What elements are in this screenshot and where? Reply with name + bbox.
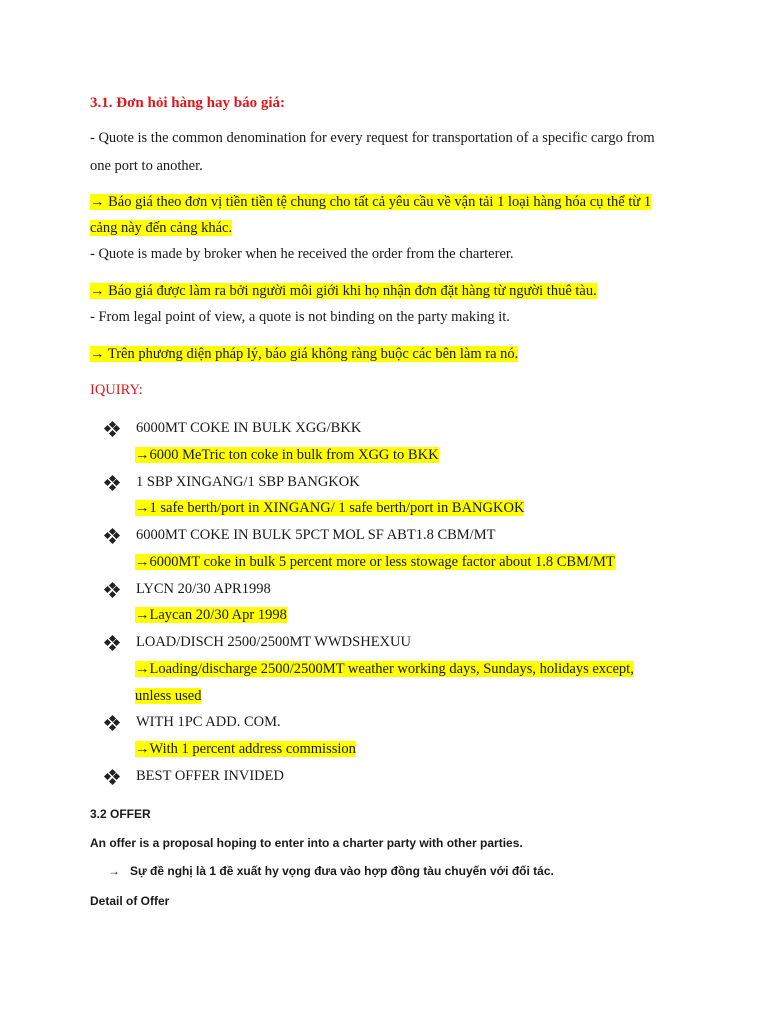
- diamond-bullet-icon: [105, 770, 119, 784]
- diamond-bullet-icon: [105, 636, 119, 650]
- arrow-icon: →: [108, 864, 120, 878]
- arrow-icon: →: [135, 500, 150, 516]
- list-item: BEST OFFER INVIDED: [105, 768, 284, 785]
- arrow-icon: →: [90, 346, 105, 362]
- list-item-translation: →With 1 percent address commission: [135, 741, 356, 757]
- diamond-bullet-icon: [105, 529, 119, 543]
- quote-definition-line-2: one port to another.: [90, 158, 203, 174]
- list-item: LYCN 20/30 APR1998: [105, 581, 271, 598]
- list-item: WITH 1PC ADD. COM.: [105, 714, 281, 731]
- vi-translation-3: → Trên phương diện pháp lý, báo giá không ràng buộc các bên làm ra nó.: [90, 346, 519, 362]
- quote-broker-line: - Quote is made by broker when he received the order from the charterer.: [90, 246, 514, 262]
- list-item-translation: →Laycan 20/30 Apr 1998: [135, 607, 287, 623]
- list-item-translation: →6000 MeTric ton coke in bulk from XGG to BKK: [135, 447, 439, 463]
- arrow-icon: →: [135, 661, 150, 677]
- section-3-2-title: 3.2 OFFER: [90, 807, 151, 821]
- vi-translation-2: → Báo giá được làm ra bởi người môi giới khi họ nhận đơn đặt hàng từ người thuê tàu.: [90, 283, 597, 299]
- quote-legal-line: - From legal point of view, a quote is not binding on the party making it.: [90, 309, 510, 325]
- vi-translation-1-line-1: → Báo giá theo đơn vị tiền tiền tệ chung cho tất cả yêu cầu về vận tải 1 loại hàng hóa cụ thể từ 1: [90, 194, 652, 210]
- diamond-bullet-icon: [105, 422, 119, 436]
- arrow-icon: →: [135, 607, 150, 623]
- list-item: 6000MT COKE IN BULK 5PCT MOL SF ABT1.8 CBM/MT: [105, 527, 495, 544]
- iquiry-heading: IQUIRY:: [90, 382, 143, 398]
- diamond-bullet-icon: [105, 716, 119, 730]
- arrow-icon: →: [135, 741, 150, 757]
- offer-definition: An offer is a proposal hoping to enter into a charter party with other parties.: [90, 836, 523, 850]
- arrow-icon: →: [135, 554, 150, 570]
- quote-definition-line-1: - Quote is the common denomination for every request for transportation of a specific cargo from: [90, 130, 655, 146]
- list-item: 6000MT COKE IN BULK XGG/BKK: [105, 420, 361, 437]
- list-item: 1 SBP XINGANG/1 SBP BANGKOK: [105, 474, 360, 491]
- diamond-bullet-icon: [105, 583, 119, 597]
- list-item: LOAD/DISCH 2500/2500MT WWDSHEXUU: [105, 634, 411, 651]
- section-3-1-title: 3.1. Đơn hỏi hàng hay báo giá:: [90, 95, 286, 111]
- arrow-icon: →: [135, 447, 150, 463]
- list-item-translation: →6000MT coke in bulk 5 percent more or less stowage factor about 1.8 CBM/MT: [135, 554, 615, 570]
- offer-vi-translation: → Sự đề nghị là 1 đề xuất hy vọng đưa vào hợp đồng tàu chuyến với đối tác.: [108, 864, 554, 878]
- list-item-translation: →1 safe berth/port in XINGANG/ 1 safe berth/port in BANGKOK: [135, 500, 525, 516]
- detail-of-offer-heading: Detail of Offer: [90, 894, 170, 908]
- list-item-translation: →Loading/discharge 2500/2500MT weather working days, Sundays, holidays except,: [135, 661, 634, 677]
- vi-translation-1-line-2: cảng này đến cảng khác.: [90, 220, 233, 236]
- arrow-icon: →: [90, 194, 105, 210]
- list-item-translation-continued: unless used: [135, 688, 202, 704]
- diamond-bullet-icon: [105, 476, 119, 490]
- arrow-icon: →: [90, 283, 105, 299]
